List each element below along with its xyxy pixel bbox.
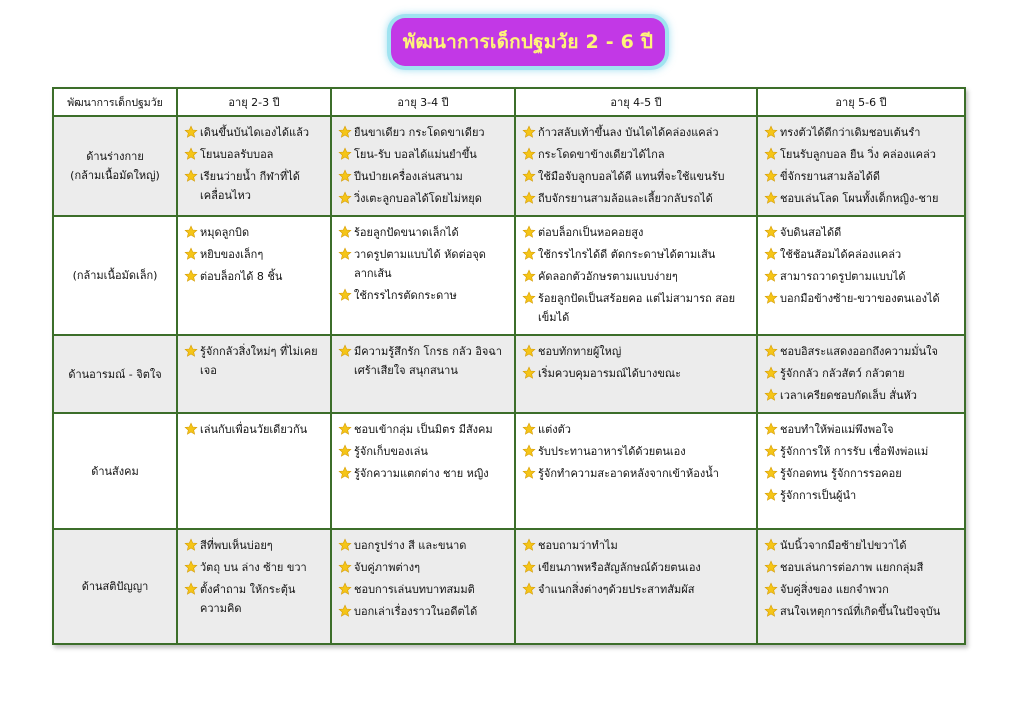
star-icon xyxy=(764,147,778,161)
list-item-text: จับคู่ภาพต่างๆ xyxy=(354,561,421,574)
table-cell xyxy=(331,335,515,413)
table-cell xyxy=(177,216,331,335)
star-icon xyxy=(764,366,778,380)
list-item-text: รู้จักทำความสะอาดหลังจากเข้าห้องน้ำ xyxy=(538,467,719,480)
list-item xyxy=(522,167,750,186)
list-item xyxy=(338,536,508,555)
list-item xyxy=(522,364,750,383)
table-cell xyxy=(515,116,757,216)
table-cell xyxy=(331,529,515,644)
list-item-text: สนใจเหตุการณ์ที่เกิดขึ้นในปัจจุบัน xyxy=(780,605,941,618)
list-item-text: ใช้ช้อนส้อมได้คล่องแคล่ว xyxy=(780,248,902,261)
star-icon xyxy=(522,538,536,552)
list-item-text: หมุดลูกบิด xyxy=(200,226,250,239)
list-item xyxy=(184,558,324,577)
star-icon xyxy=(522,344,536,358)
list-item-text: ต่อบล็อกได้ 8 ชิ้น xyxy=(200,270,283,283)
list-item-text: เขียนภาพหรือสัญลักษณ์ด้วยตนเอง xyxy=(538,561,701,574)
list-item xyxy=(522,223,750,242)
table-cell xyxy=(757,529,965,644)
list-item-text: ร้อยลูกปัดขนาดเล็กได้ xyxy=(354,226,459,239)
list-item-text: เรียนว่ายน้ำ กีฬาที่ได้ เคลื่อนไหว xyxy=(200,170,300,202)
list-item-text: หยิบของเล็กๆ xyxy=(200,248,264,261)
list-item xyxy=(184,267,324,286)
list-item-text: ชอบทักทายผู้ใหญ่ xyxy=(538,345,622,358)
list-item-text: วัตถุ บน ล่าง ซ้าย ขวา xyxy=(200,561,307,574)
star-icon xyxy=(522,560,536,574)
star-icon xyxy=(764,388,778,402)
row-header-label: ด้านอารมณ์ - จิตใจ xyxy=(68,367,162,381)
list-item-text: รู้จักการเป็นผู้นำ xyxy=(780,489,857,502)
table-cell xyxy=(177,335,331,413)
star-icon xyxy=(764,538,778,552)
list-item xyxy=(522,580,750,599)
star-icon xyxy=(522,269,536,283)
list-item-text: วาดรูปตามแบบได้ หัดต่อจุด ลากเส้น xyxy=(354,248,486,280)
list-item-text: ต่อบล็อกเป็นหอคอยสูง xyxy=(538,226,644,239)
list-item xyxy=(522,536,750,555)
star-icon xyxy=(338,444,352,458)
column-header: อายุ 2-3 ปี xyxy=(177,88,331,116)
list-item xyxy=(338,245,508,283)
list-item-text: ใช้กรรไกรตัดกระดาษ xyxy=(354,289,457,302)
header-row xyxy=(53,88,965,116)
list-item-text: ก้าวสลับเท้าขึ้นลง บันไดได้คล่องแคล่ว xyxy=(538,126,719,139)
row-header xyxy=(53,116,177,216)
list-item xyxy=(764,289,958,308)
table-cell xyxy=(515,335,757,413)
list-item xyxy=(522,267,750,286)
list-item-text: จำแนกสิ่งต่างๆด้วยประสาทสัมผัส xyxy=(538,583,695,596)
list-item xyxy=(184,342,324,380)
list-item-text: โยน-รับ บอลได้แม่นยำขึ้น xyxy=(354,148,477,161)
star-icon xyxy=(764,344,778,358)
column-header: อายุ 3-4 ปี xyxy=(331,88,515,116)
list-item-text: สามารถวาดรูปตามแบบได้ xyxy=(780,270,906,283)
list-item xyxy=(184,580,324,618)
star-icon xyxy=(522,247,536,261)
list-item xyxy=(338,420,508,439)
list-item-text: ชอบทำให้พ่อแม่พึงพอใจ xyxy=(780,423,894,436)
list-item-text: ชอบเข้ากลุ่ม เป็นมิตร มีสังคม xyxy=(354,423,493,436)
list-item-text: ใช้มือจับลูกบอลได้ดี แทนที่จะใช้แขนรับ xyxy=(538,170,725,183)
list-item xyxy=(522,289,750,327)
star-icon xyxy=(184,225,198,239)
star-icon xyxy=(764,444,778,458)
star-icon xyxy=(184,147,198,161)
list-item-text: ชอบการเล่นบทบาทสมมติ xyxy=(354,583,475,596)
list-item xyxy=(184,145,324,164)
list-item-text: คัดลอกตัวอักษรตามแบบง่ายๆ xyxy=(538,270,678,283)
star-icon xyxy=(184,422,198,436)
star-icon xyxy=(338,582,352,596)
table-row xyxy=(53,116,965,216)
list-item-text: จับคู่สิ่งของ แยกจำพวก xyxy=(780,583,889,596)
list-item-text: สีที่พบเห็นบ่อยๆ xyxy=(200,539,273,552)
star-icon xyxy=(764,225,778,239)
list-item xyxy=(184,536,324,555)
star-icon xyxy=(338,604,352,618)
list-item xyxy=(764,442,958,461)
column-header: อายุ 5-6 ปี xyxy=(757,88,965,116)
list-item xyxy=(764,580,958,599)
star-icon xyxy=(522,422,536,436)
title-banner xyxy=(391,18,665,66)
list-item-text: ชอบเล่นโลด โผนทั้งเด็กหญิง-ชาย xyxy=(780,192,939,205)
star-icon xyxy=(338,538,352,552)
list-item xyxy=(522,189,750,208)
list-item xyxy=(338,189,508,208)
star-icon xyxy=(522,225,536,239)
list-item-text: วิ่งเตะลูกบอลได้โดยไม่หยุด xyxy=(354,192,482,205)
list-item xyxy=(522,342,750,361)
list-item xyxy=(184,223,324,242)
star-icon xyxy=(184,582,198,596)
star-icon xyxy=(522,291,536,305)
list-item xyxy=(338,123,508,142)
row-header xyxy=(53,335,177,413)
star-icon xyxy=(338,125,352,139)
list-item xyxy=(338,464,508,483)
list-item-text: รับประทานอาหารได้ด้วยตนเอง xyxy=(538,445,686,458)
table-cell xyxy=(177,529,331,644)
star-icon xyxy=(522,466,536,480)
row-header xyxy=(53,413,177,529)
list-item xyxy=(764,464,958,483)
row-header-label: ด้านสังคม xyxy=(91,464,139,478)
row-header-label: (กล้ามเนื้อมัดใหญ่) xyxy=(70,169,160,182)
list-item xyxy=(522,123,750,142)
list-item xyxy=(522,442,750,461)
star-icon xyxy=(338,225,352,239)
list-item xyxy=(522,145,750,164)
list-item xyxy=(338,580,508,599)
table-cell xyxy=(331,413,515,529)
list-item-text: ชอบถามว่าทำไม xyxy=(538,539,618,552)
table-row xyxy=(53,335,965,413)
list-item-text: รู้จักความแตกต่าง ชาย หญิง xyxy=(354,467,489,480)
list-item-text: ยืนขาเดียว กระโดดขาเดียว xyxy=(354,126,485,139)
list-item xyxy=(522,464,750,483)
page-title: พัฒนาการเด็กปฐมวัย 2 - 6 ปี xyxy=(402,31,654,53)
star-icon xyxy=(338,422,352,436)
star-icon xyxy=(522,125,536,139)
table-cell xyxy=(331,116,515,216)
list-item xyxy=(764,167,958,186)
list-item-text: โยนรับลูกบอล ยืน วิ่ง คล่องแคล่ว xyxy=(780,148,936,161)
list-item-text: รู้จักกลัว กลัวสัตว์ กลัวตาย xyxy=(780,367,905,380)
list-item-text: รู้จักการให้ การรับ เชื่อฟังพ่อแม่ xyxy=(780,445,929,458)
column-header: อายุ 4-5 ปี xyxy=(515,88,757,116)
list-item-text: นับนิ้วจากมือซ้ายไปขวาได้ xyxy=(780,539,907,552)
row-header-label: ด้านร่างกาย xyxy=(86,150,144,163)
table-cell xyxy=(757,116,965,216)
table-row xyxy=(53,413,965,529)
star-icon xyxy=(338,560,352,574)
list-item xyxy=(338,167,508,186)
list-item-text: เล่นกับเพื่อนวัยเดียวกัน xyxy=(200,423,308,436)
row-header-label: (กล้ามเนื้อมัดเล็ก) xyxy=(72,269,158,282)
star-icon xyxy=(338,191,352,205)
star-icon xyxy=(764,560,778,574)
list-item xyxy=(184,123,324,142)
star-icon xyxy=(184,169,198,183)
table-cell xyxy=(515,216,757,335)
list-item xyxy=(338,442,508,461)
list-item xyxy=(338,286,508,305)
list-item xyxy=(338,145,508,164)
list-item-text: กระโดดขาข้างเดียวได้ไกล xyxy=(538,148,665,161)
star-icon xyxy=(184,269,198,283)
star-icon xyxy=(184,125,198,139)
list-item xyxy=(764,558,958,577)
list-item xyxy=(184,245,324,264)
star-icon xyxy=(522,582,536,596)
list-item xyxy=(764,245,958,264)
star-icon xyxy=(184,247,198,261)
list-item xyxy=(764,536,958,555)
list-item xyxy=(338,558,508,577)
row-header xyxy=(53,529,177,644)
list-item-text: ชอบอิสระแสดงออกถึงความมั่นใจ xyxy=(780,345,938,358)
list-item xyxy=(764,342,958,361)
list-item-text: บอกมือข้างซ้าย-ขวาของตนเองได้ xyxy=(780,292,940,305)
list-item xyxy=(338,602,508,621)
list-item-text: แต่งตัว xyxy=(538,423,571,436)
star-icon xyxy=(184,560,198,574)
star-icon xyxy=(764,125,778,139)
table-cell xyxy=(515,529,757,644)
list-item xyxy=(764,602,958,621)
list-item-text: เวลาเครียดชอบกัดเล็บ สั่นหัว xyxy=(780,389,917,402)
table-cell xyxy=(757,216,965,335)
star-icon xyxy=(338,288,352,302)
list-item xyxy=(338,223,508,242)
list-item-text: เดินขึ้นบันไดเองได้แล้ว xyxy=(200,126,310,139)
star-icon xyxy=(184,538,198,552)
list-item-text: ชอบเล่นการต่อภาพ แยกกลุ่มสี xyxy=(780,561,924,574)
list-item xyxy=(764,267,958,286)
star-icon xyxy=(522,169,536,183)
star-icon xyxy=(764,191,778,205)
list-item xyxy=(522,558,750,577)
table-cell xyxy=(177,413,331,529)
row-header xyxy=(53,216,177,335)
list-item xyxy=(184,167,324,205)
star-icon xyxy=(764,604,778,618)
list-item-text: รู้จักเก็บของเล่น xyxy=(354,445,428,458)
star-icon xyxy=(764,582,778,596)
table-cell xyxy=(331,216,515,335)
table-cell xyxy=(177,116,331,216)
list-item xyxy=(764,223,958,242)
star-icon xyxy=(522,191,536,205)
list-item-text: รู้จักกลัวสิ่งใหม่ๆ ที่ไม่เคยเจอ xyxy=(200,345,318,377)
table-row xyxy=(53,529,965,644)
star-icon xyxy=(522,147,536,161)
star-icon xyxy=(338,147,352,161)
star-icon xyxy=(184,344,198,358)
list-item xyxy=(764,145,958,164)
corner-header: พัฒนาการเด็กปฐมวัย xyxy=(53,88,177,116)
list-item-text: รู้จักอดทน รู้จักการรอคอย xyxy=(780,467,902,480)
list-item xyxy=(764,486,958,505)
list-item-text: มีความรู้สึกรัก โกรธ กลัว อิจฉา เศร้าเสียใจ สนุกสนาน xyxy=(354,345,503,377)
star-icon xyxy=(522,366,536,380)
table-cell xyxy=(757,413,965,529)
list-item-text: ร้อยลูกปัดเป็นสร้อยคอ แต่ไม่สามารถ สอยเข็มได้ xyxy=(538,292,736,324)
development-table xyxy=(52,87,966,645)
list-item xyxy=(764,420,958,439)
list-item-text: บอกรูปร่าง สี และขนาด xyxy=(354,539,467,552)
star-icon xyxy=(338,169,352,183)
list-item xyxy=(764,189,958,208)
list-item xyxy=(522,420,750,439)
list-item-text: ปีนป่ายเครื่องเล่นสนาม xyxy=(354,170,463,183)
list-item-text: จับดินสอได้ดี xyxy=(780,226,842,239)
list-item-text: ทรงตัวได้ดีกว่าเดิมชอบเต้นรำ xyxy=(780,126,921,139)
star-icon xyxy=(764,466,778,480)
star-icon xyxy=(764,488,778,502)
list-item-text: ขี่จักรยานสามล้อได้ดี xyxy=(780,170,880,183)
star-icon xyxy=(764,422,778,436)
star-icon xyxy=(522,444,536,458)
list-item xyxy=(522,245,750,264)
list-item-text: ถีบจักรยานสามล้อและเลี้ยวกลับรถได้ xyxy=(538,192,713,205)
star-icon xyxy=(764,247,778,261)
list-item xyxy=(338,342,508,380)
list-item-text: โยนบอลรับบอล xyxy=(200,148,274,161)
star-icon xyxy=(764,169,778,183)
star-icon xyxy=(764,269,778,283)
row-header-label: ด้านสติปัญญา xyxy=(81,580,149,593)
list-item-text: เริ่มควบคุมอารมณ์ได้บางขณะ xyxy=(538,367,682,380)
list-item xyxy=(764,386,958,405)
table-row xyxy=(53,216,965,335)
star-icon xyxy=(338,247,352,261)
list-item xyxy=(764,123,958,142)
star-icon xyxy=(338,344,352,358)
star-icon xyxy=(338,466,352,480)
star-icon xyxy=(764,291,778,305)
table-cell xyxy=(757,335,965,413)
list-item-text: ตั้งคำถาม ให้กระตุ้น ความคิด xyxy=(200,583,296,615)
list-item xyxy=(184,420,324,439)
list-item-text: บอกเล่าเรื่องราวในอดีตได้ xyxy=(354,605,478,618)
list-item xyxy=(764,364,958,383)
list-item-text: ใช้กรรไกรได้ดี ตัดกระดาษได้ตามเส้น xyxy=(538,248,716,261)
table-cell xyxy=(515,413,757,529)
